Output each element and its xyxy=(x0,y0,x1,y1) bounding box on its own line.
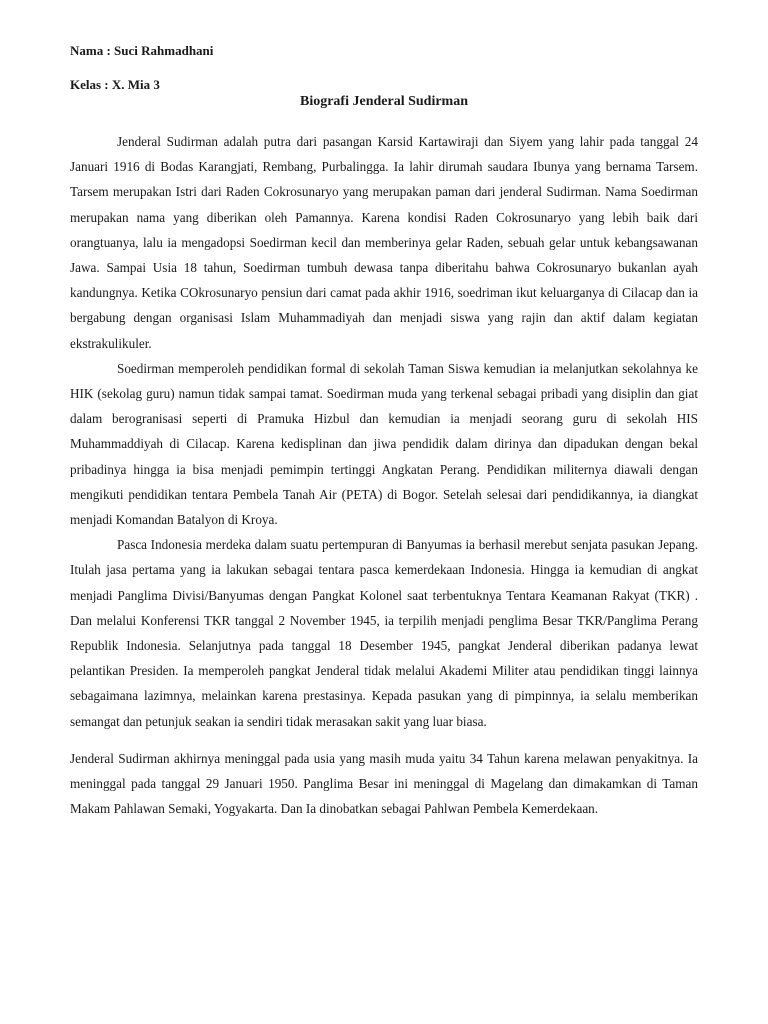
paragraph-3: Pasca Indonesia merdeka dalam suatu pertempuran di Banyumas ia berhasil merebut senjata pasukan Jepang. Itulah jasa pertama yang ia lakukan sebagai tentara pasca kemerdekaan Indonesia. Hingga ia kemudian di angkat menjadi Panglima Divisi/Banyumas dengan Pangkat Kolonel saat terbentuknya Tentara Keamanan Rakyat (TKR) . Dan melalui Konferensi TKR tanggal 2 November 1945, ia terpilih menjadi penglima Besar TKR/Panglima Perang Republik Indonesia. Selanjutnya pada tanggal 18 Desember 1945, pangkat Jenderal diberikan padanya lewat pelantikan Presiden. Ia memperoleh pangkat Jenderal tidak melalui Akademi Militer atau pendidikan tinggi lainnya sebagaimana lazimnya, melainkan karena prestasinya. Kepada pasukan yang di pimpinnya, ia selalu memberikan semangat dan petunjuk seakan ia sendiri tidak merasakan sakit yang luar biasa. xyxy=(70,537,698,729)
paragraph-2: Soedirman memperoleh pendidikan formal di sekolah Taman Siswa kemudian ia melanjutkan sekolahnya ke HIK (sekolag guru) namun tidak sampai tamat. Soedirman muda yang terkenal sebagai pribadi yang disiplin dan giat dalam berogranisasi seperti di Pramuka Hizbul dan kemudian ia menjadi seorang guru di sekolah HIS Muhammaddiyah di Cilacap. Karena kedisplinan dan jiwa pendidik dalam dirinya dan dipadukan dengan bekal pribadinya hingga ia bisa menjadi pemimpin tertinggi Angkatan Perang. Pendidikan militernya diawali dengan mengikuti pendidikan tentara Pembela Tanah Air (PETA) di Bogor. Setelah selesai dari pendidikannya, ia diangkat menjadi Komandan Batalyon di Kroya. xyxy=(70,360,698,528)
student-class: Kelas : X. Mia 3 xyxy=(70,77,160,92)
document-body xyxy=(70,129,698,821)
document-title: Biografi Jenderal Sudirman xyxy=(299,94,468,109)
paragraph-1: Jenderal Sudirman adalah putra dari pasangan Karsid Kartawiraji dan Siyem yang lahir pada tanggal 24 Januari 1916 di Bodas Karangjati, Rembang, Purbalingga. Ia lahir dirumah saudara Ibunya yang bernama Tarsem. Tarsem merupakan Istri dari Raden Cokrosunaryo yang merupakan paman dari jenderal Sudirman. Nama Soedirman merupakan nama yang diberikan oleh Pamannya. Karena kondisi Raden Cokrosunaryo yang lebih baik dari orangtuanya, lalu ia mengadopsi Soedirman kecil dan memberinya gelar Raden, sebuah gelar untuk kebangsawanan Jawa. Sampai Usia 18 tahun, Soedirman tumbuh dewasa tanpa diberitahu bahwa Cokrosunaryo bukanlan ayah kandungnya. Ketika COkrosunaryo pensiun dari camat pada akhir 1916, soedriman ikut keluarganya di Cilacap dan ia bergabung dengan organisasi Islam Muhammadiyah dan menjadi siswa yang rajin dan aktif dalam kegiatan ekstrakulikuler. xyxy=(70,134,698,351)
paragraph-4: Jenderal Sudirman akhirnya meninggal pada usia yang masih muda yaitu 34 Tahun karena melawan penyakitnya. Ia meninggal pada tanggal 29 Januari 1950. Panglima Besar ini meninggal di Magelang dan dimakamkan di Taman Makam Pahlawan Semaki, Yogyakarta. Dan Ia dinobatkan sebagai Pahlwan Pembela Kemerdekaan. xyxy=(70,750,698,817)
student-name: Nama : Suci Rahmadhani xyxy=(70,43,214,58)
